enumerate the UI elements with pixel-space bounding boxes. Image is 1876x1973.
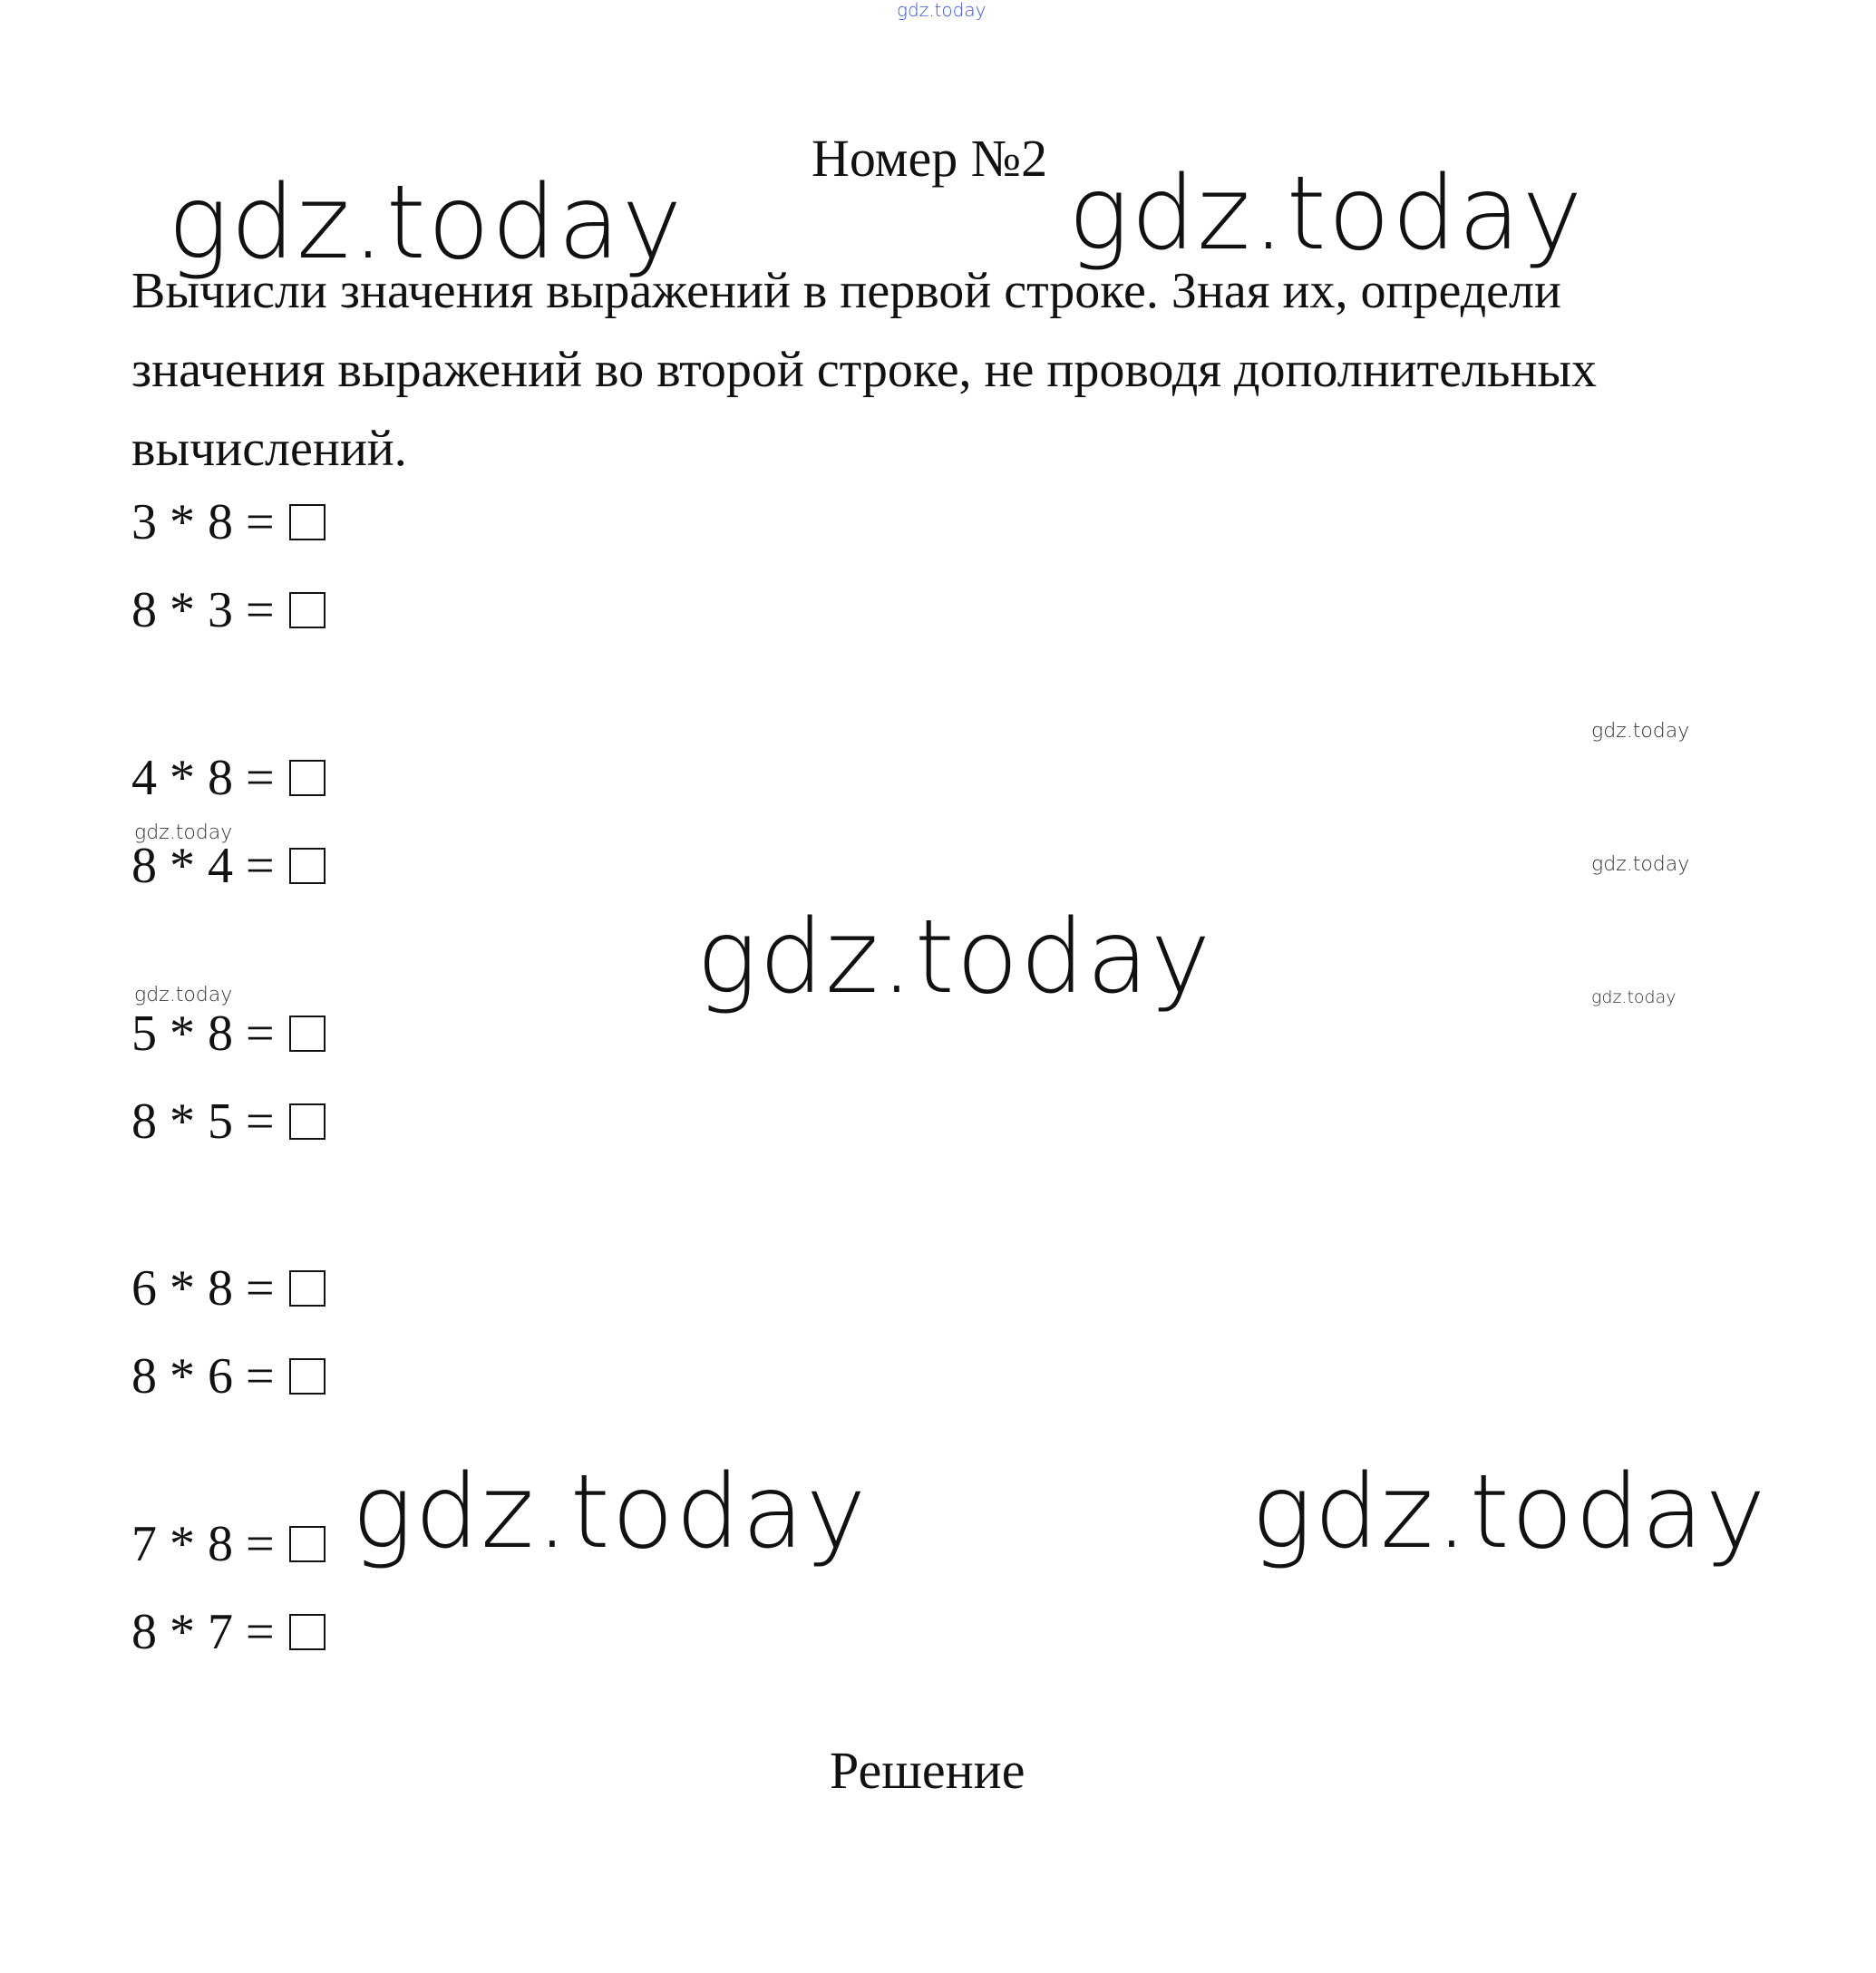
expression-text: 6 * 8 = — [131, 1260, 275, 1317]
answer-box[interactable] — [289, 1358, 326, 1395]
answer-box[interactable] — [289, 760, 326, 796]
expression-row — [131, 494, 326, 550]
page-title: Номер №2 — [812, 129, 1048, 188]
expression-row — [131, 1516, 326, 1572]
answer-box[interactable] — [289, 592, 326, 628]
watermark-small: gdz.today — [1591, 987, 1677, 1007]
expression-text: 4 * 8 = — [131, 750, 275, 806]
watermark-large: gdz.today — [696, 899, 1213, 1016]
watermark-small: gdz.today — [134, 821, 233, 844]
task-text: Вычисли значения выражений в первой строке. Зная их, определи значения выражений во второй строке, не проводя дополнительных вычислений. — [131, 263, 1598, 477]
answer-box[interactable] — [289, 848, 326, 884]
watermark-top: gdz.today — [897, 0, 987, 21]
expression-text: 8 * 7 = — [131, 1604, 275, 1660]
expression-row — [131, 1006, 326, 1062]
expression-row — [131, 1348, 326, 1404]
answer-box[interactable] — [289, 1526, 326, 1562]
expression-text: 3 * 8 = — [131, 494, 275, 550]
watermark-large: gdz.today — [1068, 155, 1585, 273]
watermark-small: gdz.today — [1591, 720, 1690, 743]
expression-row — [131, 1093, 326, 1150]
answer-box[interactable] — [289, 1614, 326, 1650]
expression-row — [131, 750, 326, 806]
solution-heading: Решение — [830, 1741, 1025, 1800]
expression-row — [131, 1604, 326, 1660]
expression-row — [131, 582, 326, 638]
answer-box[interactable] — [289, 1016, 326, 1052]
watermark-large: gdz.today — [352, 1453, 869, 1571]
expression-text: 8 * 6 = — [131, 1348, 275, 1404]
answer-box[interactable] — [289, 1103, 326, 1140]
watermark-large: gdz.today — [1251, 1453, 1768, 1571]
expression-row — [131, 838, 326, 894]
answer-box[interactable] — [289, 504, 326, 540]
expression-text: 8 * 4 = — [131, 838, 275, 894]
watermark-small: gdz.today — [1591, 853, 1690, 876]
expression-text: 7 * 8 = — [131, 1516, 275, 1572]
expression-text: 5 * 8 = — [131, 1006, 275, 1062]
expression-text: 8 * 3 = — [131, 582, 275, 638]
watermark-small: gdz.today — [134, 984, 233, 1006]
answer-box[interactable] — [289, 1270, 326, 1307]
expression-text: 8 * 5 = — [131, 1093, 275, 1150]
expression-row — [131, 1260, 326, 1317]
watermark-large: gdz.today — [168, 164, 685, 282]
